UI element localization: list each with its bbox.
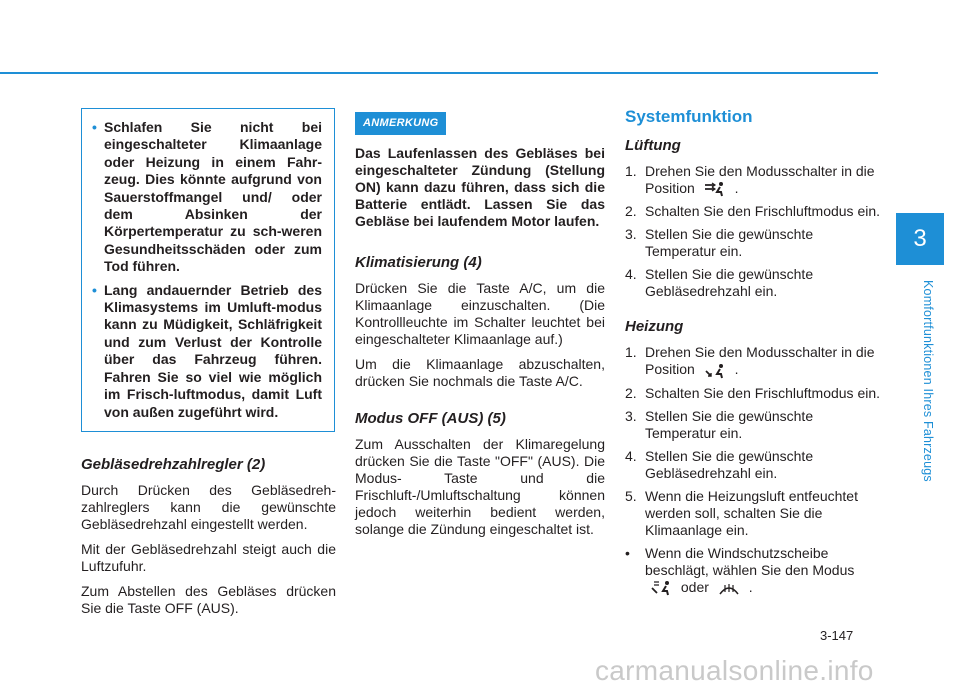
blower-paragraph: Zum Abstellen des Gebläses drücken Sie die Taste OFF (AUS).: [81, 582, 336, 616]
step-number: 2.: [625, 203, 637, 220]
chapter-tab: [896, 213, 944, 265]
step-text-pre: Drehen Sie den Modusschalter in die Position: [645, 163, 875, 196]
list-item: [625, 448, 880, 482]
list-item: [625, 163, 880, 197]
off-mode-paragraph: Zum Ausschalten der Klimaregelung drücken Sie die Taste "OFF" (AUS). Die Modus- Taste und die Frischluft-/Umluftschaltung können jedoch weiterhin bedient werden, solange die Zündung eingeschaltet ist.: [355, 436, 605, 537]
blower-paragraph: Mit der Gebläsedrehzahl steigt auch die Luftzufuhr.: [81, 540, 336, 574]
ac-paragraph: Drücken Sie die Taste A/C, um die Klimaanlage einzuschalten. (Die Kontrollleuchte im Schalter leuchtet bei eingeschalteter Klimaanlage auf.): [355, 280, 605, 347]
step-text: Stellen Sie die gewünschte Temperatur ein.: [645, 407, 814, 441]
warning-item: [92, 119, 322, 276]
step-text: [645, 545, 880, 596]
step-text: Schalten Sie den Frischluftmodus ein.: [645, 384, 881, 401]
step-number: 1.: [625, 344, 637, 361]
off-mode-heading: Modus OFF (AUS) (5): [355, 410, 506, 427]
step-number: 3.: [625, 226, 637, 243]
column-right: [625, 108, 880, 608]
list-item: [625, 545, 880, 596]
warning-box: [81, 108, 335, 432]
list-item: [625, 488, 880, 539]
heating-heading: Heizung: [625, 318, 684, 336]
list-item: [625, 344, 880, 378]
bullet-text-pre: Wenn die Windschutzscheibe beschlägt, wählen Sie den Modus: [645, 544, 855, 578]
chapter-title: Komfortfunktionen Ihres Fahrzeugs: [921, 280, 935, 482]
bullet-text-mid: oder: [680, 578, 709, 595]
step-text: [645, 344, 880, 378]
step-text-pre: Drehen Sie den Modusschalter in die Position: [645, 344, 875, 378]
warning-text: Lang andauernder Betrieb des Klimasystems im Umluft-modus kann zu Müdigkeit, Schläfrigkeit und zum Verlust der Kontrolle über das Fahrzeug führen. Fahren Sie so viel wie möglich im Frisch-luftmodus, damit Luft von außen zugeführt wird.: [104, 281, 322, 420]
heating-steps: [625, 344, 880, 596]
column-left: [81, 108, 336, 625]
ac-paragraph: Um die Klimaanlage abzuschalten, drücken Sie nochmals die Taste A/C.: [355, 356, 605, 389]
note-badge: ANMERKUNG: [355, 112, 446, 135]
bullet-icon: •: [92, 119, 97, 135]
blower-paragraph: Durch Drücken des Gebläsedreh-zahlreglers kann die gewünschte Gebläsedrehzahl eingestellt werden.: [81, 481, 336, 532]
step-text-post: .: [734, 180, 739, 196]
floor-mode-icon: [703, 363, 727, 379]
step-text: Stellen Sie die gewünschte Temperatur ein.: [645, 226, 814, 260]
list-item: [625, 226, 880, 260]
column-middle: [355, 112, 605, 546]
ventilation-steps: [625, 163, 880, 300]
step-number: 1.: [625, 163, 637, 179]
step-text: Wenn die Heizungsluft entfeuchtet werden soll, schalten Sie die Klimaanlage ein.: [645, 487, 858, 538]
blower-heading: Gebläsedrehzahlregler (2): [81, 455, 266, 473]
warning-item: [92, 282, 322, 421]
warning-text: Schlafen Sie nicht bei eingeschalteter Klimaanlage oder Heizung in einem Fahr-zeug. Dies könnte aufgrund von Sauerstoffmangel und/ oder dem Absinken der Körpertemperatur zu sch-weren Gesundheitsschäden oder zum Tod führen.: [104, 119, 322, 275]
list-item: [625, 385, 880, 402]
step-number: 4.: [625, 447, 637, 464]
top-rule: [0, 72, 878, 74]
note-text: Das Laufenlassen des Gebläses bei eingeschalteter Zündung (Stellung ON) kann dazu führen, dass sich die Batterie entlädt. Lassen Sie das Gebläse bei laufendem Motor laufen.: [355, 145, 605, 229]
bullet-text-post: .: [748, 578, 753, 595]
step-number: 4.: [625, 266, 637, 283]
page-number: 3-147: [820, 628, 854, 643]
watermark: carmanualsonline.info: [595, 655, 874, 686]
chapter-number: 3: [913, 225, 927, 252]
step-number: 3.: [625, 407, 637, 424]
step-number: 5.: [625, 487, 637, 504]
step-number: 2.: [625, 384, 637, 401]
list-item: [625, 408, 880, 442]
bullet-icon: •: [92, 281, 97, 298]
ventilation-heading: Lüftung: [625, 137, 681, 154]
step-text: Stellen Sie die gewünschte Gebläsedrehzahl ein.: [645, 266, 814, 300]
bullet-icon: •: [625, 544, 630, 561]
floor-defrost-mode-icon: [649, 580, 673, 596]
defrost-mode-icon: [717, 580, 741, 596]
ac-heading: Klimatisierung (4): [355, 254, 482, 271]
list-item: [625, 203, 880, 220]
vent-face-mode-icon: [703, 181, 727, 197]
section-heading: Systemfunktion: [625, 107, 753, 126]
step-text: [645, 163, 880, 197]
step-text: Schalten Sie den Frischluftmodus ein.: [645, 203, 881, 220]
step-text-post: .: [734, 361, 739, 378]
list-item: [625, 266, 880, 300]
step-text: Stellen Sie die gewünschte Gebläsedrehzahl ein.: [645, 447, 814, 481]
